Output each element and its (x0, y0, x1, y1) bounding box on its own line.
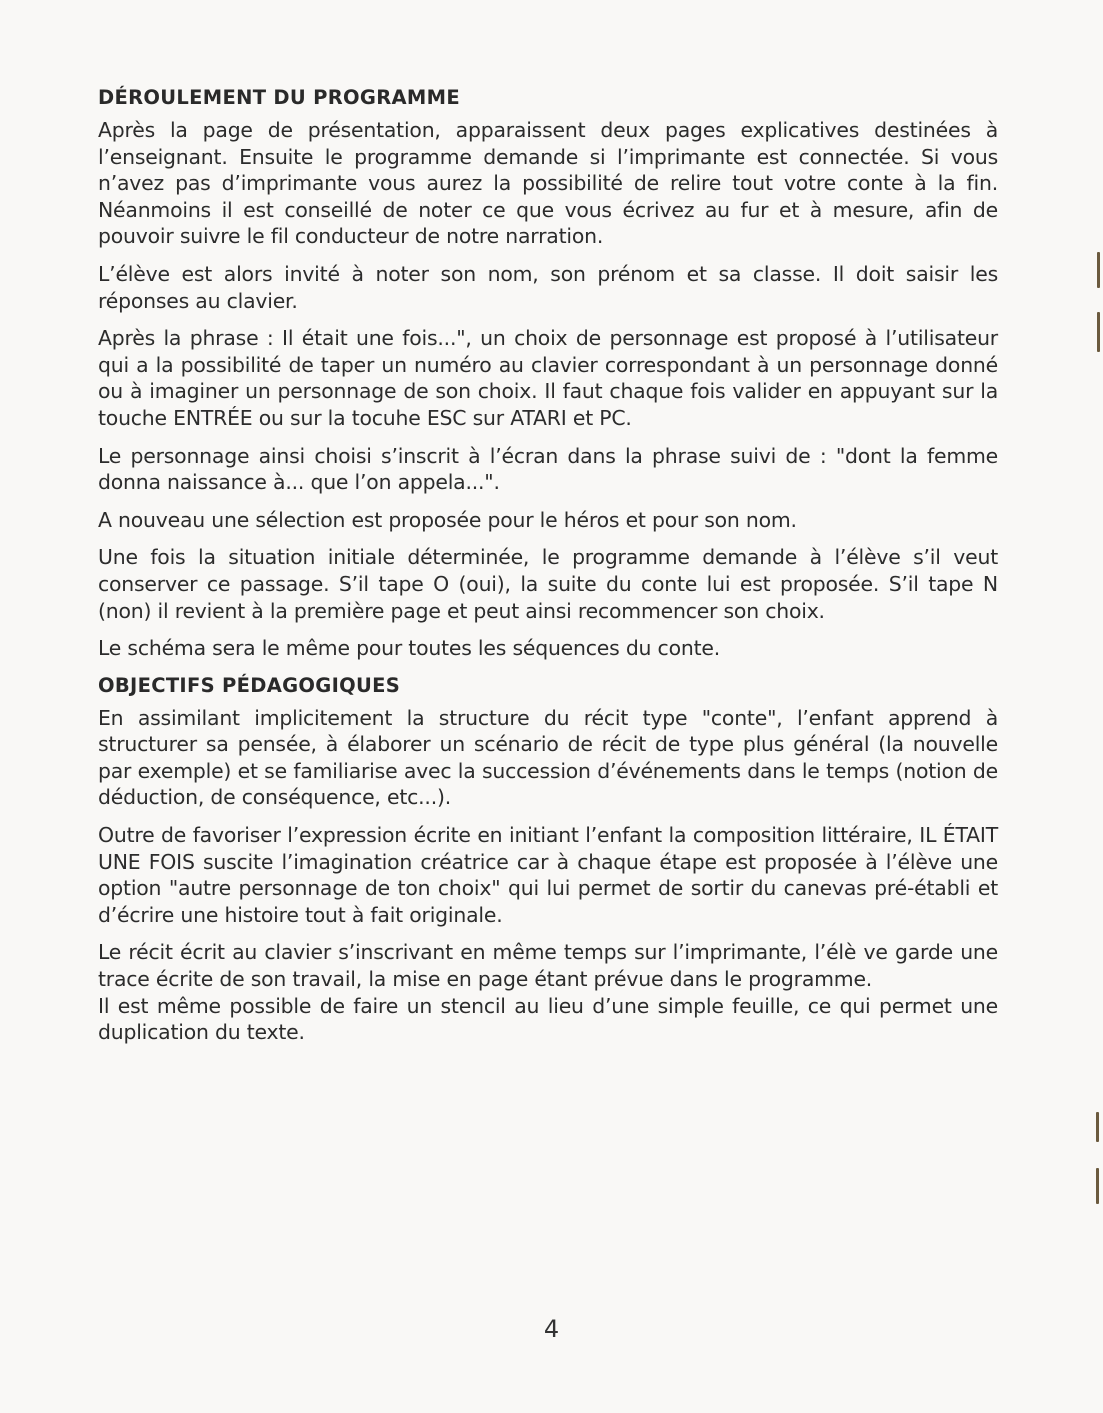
paragraph: Une fois la situation initiale déterminée, le programme demande à l’élève s’il veut conserver ce passage. S’il tape O (oui), la suite du conte lui est proposée. S’il tape N (non) il revient à la première page et peut ainsi recommencer son choix. (98, 545, 998, 623)
paragraph: Après la phrase : Il était une fois...", un choix de personnage est proposé à l’utilisateur qui a la possibilité de taper un numéro au clavier correspondant à un personnage donné ou à imaginer un personnage de son choix. Il faut chaque fois valider en appuyant sur la touche ENTRÉE ou sur la tocuhe ESC sur ATARI et PC. (98, 326, 998, 430)
paragraph: Le schéma sera le même pour toutes les séquences du conte. (98, 636, 720, 661)
section-heading-deroulement: DÉROULEMENT DU PROGRAMME (98, 86, 460, 109)
section-heading-objectifs: OBJECTIFS PÉDAGOGIQUES (98, 673, 401, 697)
paragraph: Il est même possible de faire un stencil au lieu d’une simple feuille, ce qui permet une duplication du texte. (98, 993, 998, 1045)
paragraph: Outre de favoriser l’expression écrite en initiant l’enfant la composition littéraire, IL ÉTAIT UNE FOIS suscite l’imagination créatrice car à chaque étape est proposée à l’élève une option "autre personnage de ton choix" qui lui permet de sortir du canevas pré-établi et d’écrire une histoire tout à fait originale. (98, 823, 998, 927)
binding-mark (1096, 1112, 1099, 1142)
paragraph: A nouveau une sélection est proposée pour le héros et pour son nom. (98, 507, 797, 532)
paragraph: Le récit écrit au clavier s’inscrivant en même temps sur l’imprimante, l’élè ve garde une trace écrite de son travail, la mise en page étant prévue dans le programme. (98, 940, 998, 992)
binding-mark (1097, 312, 1100, 352)
paragraph: L’élève est alors invité à noter son nom, son prénom et sa classe. Il doit saisir les réponses au clavier. (98, 261, 998, 313)
paragraph: Le personnage ainsi choisi s’inscrit à l’écran dans la phrase suivi de : "dont la femme donna naissance à... que l’on appela...". (98, 443, 998, 495)
binding-mark (1096, 1168, 1099, 1204)
binding-mark (1097, 252, 1100, 288)
page-content (98, 86, 998, 1057)
page-number: 4 (543, 1315, 560, 1343)
paragraph: Après la page de présentation, apparaissent deux pages explicatives destinées à l’enseignant. Ensuite le programme demande si l’imprimante est connectée. Si vous n’avez pas d’imprimante vous aurez la possibilité de relire tout votre conte à la fin. Néanmoins il est conseillé de noter ce que vous écrivez au fur et à mesure, afin de pouvoir suivre le fil conducteur de notre narration. (98, 118, 998, 249)
paragraph: En assimilant implicitement la structure du récit type "conte", l’enfant apprend à structurer sa pensée, à élaborer un scénario de récit de type plus général (la nouvelle par exemple) et se familiarise avec la succession d’événements dans le temps (notion de déduction, de conséquence, etc...). (98, 705, 998, 810)
